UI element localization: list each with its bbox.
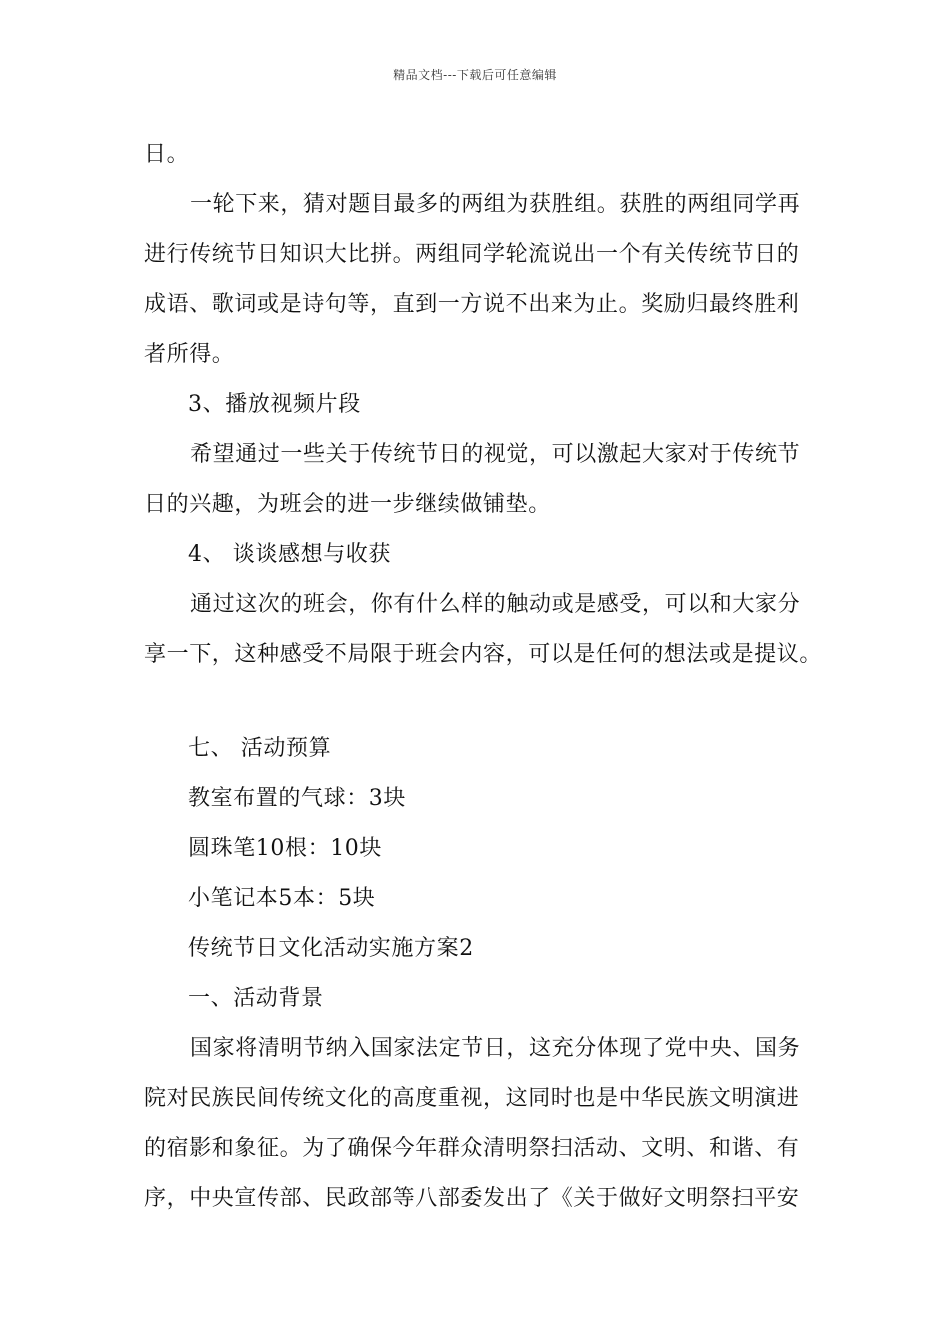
budget-item: 圆珠笔10根：10块 <box>188 836 382 861</box>
text-line: 进行传统节日知识大比拼。两组同学轮流说出一个有关传统节日的 <box>144 242 800 267</box>
paragraph-start: 国家将清明节纳入国家法定节日，这充分体现了党中央、国务 <box>190 1036 801 1061</box>
paragraph-start: 一轮下来，猜对题目最多的两组为获胜组。获胜的两组同学再 <box>190 192 801 217</box>
budget-item: 小笔记本5本：5块 <box>188 886 376 911</box>
paragraph-start: 希望通过一些关于传统节日的视觉，可以激起大家对于传统节 <box>190 442 801 467</box>
text-line: 的宿影和象征。为了确保今年群众清明祭扫活动、文明、和谐、有 <box>144 1136 800 1161</box>
section-heading: 一、活动背景 <box>188 986 324 1011</box>
text-line: 日的兴趣，为班会的进一步继续做铺垫。 <box>144 492 551 517</box>
text-line: 者所得。 <box>144 342 235 367</box>
section-heading: 4、 谈谈感想与收获 <box>188 542 391 567</box>
text-line: 日。 <box>144 142 190 167</box>
budget-item: 教室布置的气球：3块 <box>188 786 406 811</box>
page-header: 精品文档---下载后可任意编辑 <box>393 68 557 82</box>
text-line: 成语、歌词或是诗句等，直到一方说不出来为止。奖励归最终胜利 <box>144 292 800 317</box>
text-line: 序，中央宣传部、民政部等八部委发出了《关于做好文明祭扫平安 <box>144 1186 800 1211</box>
section-heading: 七、 活动预算 <box>188 736 332 761</box>
document-subtitle: 传统节日文化活动实施方案2 <box>188 936 474 961</box>
blank-line <box>144 680 824 724</box>
section-heading: 3、播放视频片段 <box>188 392 361 417</box>
text-line: 院对民族民间传统文化的高度重视，这同时也是中华民族文明演进 <box>144 1086 800 1111</box>
document-body <box>144 130 824 1224</box>
paragraph-start: 通过这次的班会，你有什么样的触动或是感受，可以和大家分 <box>190 592 801 617</box>
text-line: 享一下，这种感受不局限于班会内容，可以是任何的想法或是提议。 <box>144 642 823 667</box>
